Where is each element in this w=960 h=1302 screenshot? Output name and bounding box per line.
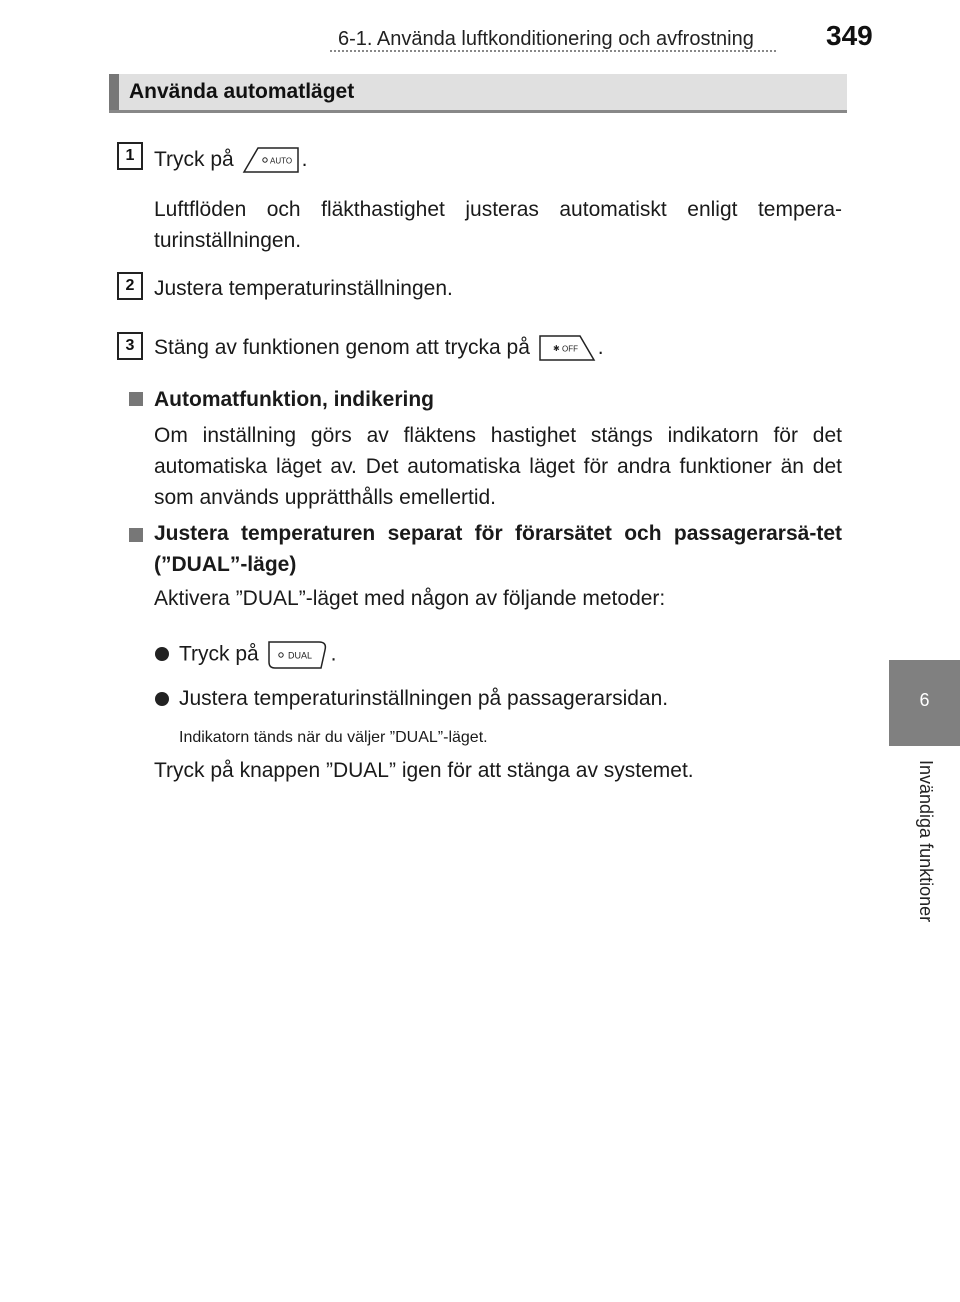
step-3-instruction (154, 332, 604, 364)
closing-text: Tryck på knappen ”DUAL” igen för att stänga av systemet. (154, 759, 694, 782)
bullet-marker-1 (155, 647, 169, 661)
note-body-2: Aktivera ”DUAL”-läget med någon av följande metoder: (154, 587, 666, 610)
chapter-title: Invändiga funktioner (916, 760, 936, 923)
note-body-1: Om inställning görs av fläktens hastighet stängs indikatorn för det automatiska läget av. Det automatiska läget för andra funktioner än det som används upprätthålls emellertid. (154, 424, 842, 509)
svg-text:DUAL: DUAL (287, 650, 312, 661)
bullet-1-text-before: Tryck på (179, 642, 259, 666)
note-heading-marker-1 (129, 392, 143, 406)
svg-text:AUTO: AUTO (269, 156, 292, 166)
step-3-text-before: Stäng av funktionen genom att trycka på (154, 336, 530, 359)
bullet-marker-2 (155, 692, 169, 706)
header-section-title: 6-1. Använda luftkonditionering och avfrostning (338, 28, 754, 50)
bullet-item-1 (179, 638, 336, 672)
small-note: Indikatorn tänds när du väljer ”DUAL”-läget. (179, 729, 488, 746)
step-3-text-after: . (597, 336, 604, 359)
step-number-3: 3 (117, 332, 143, 360)
note-heading-marker-2 (129, 528, 143, 542)
section-title-accent (109, 74, 119, 110)
section-title: Använda automatläget (129, 80, 355, 103)
auto-button-icon (240, 144, 302, 176)
svg-text:✱: ✱ (552, 344, 560, 354)
bullet-item-2: Justera temperaturinställningen på passagerarsidan. (179, 687, 669, 710)
header-divider (330, 50, 776, 52)
step-1-text-before: Tryck på (154, 148, 234, 171)
page-header (0, 0, 960, 60)
step-number-1: 1 (117, 142, 143, 170)
step-1-description: Luftflöden och fläkthastighet justeras automatiskt enligt tempera-turinställningen. (154, 198, 842, 252)
off-button-icon (536, 332, 598, 364)
chapter-number: 6 (919, 690, 930, 710)
step-2-text: Justera temperaturinställningen. (154, 277, 453, 300)
dual-button-icon (265, 638, 331, 672)
note-heading-1: Automatfunktion, indikering (154, 388, 434, 411)
section-title-bar (109, 74, 847, 113)
step-number-2: 2 (117, 272, 143, 300)
chapter-tab (889, 660, 960, 746)
step-1-instruction (154, 144, 307, 176)
bullet-1-text-after: . (330, 642, 337, 666)
note-heading-2: Justera temperaturen separat för förarsätet och passagerarsä-tet (”DUAL”-läge) (154, 522, 842, 576)
svg-text:OFF: OFF (561, 344, 578, 354)
step-1-text-after: . (301, 148, 308, 171)
page-number: 349 (826, 20, 873, 51)
